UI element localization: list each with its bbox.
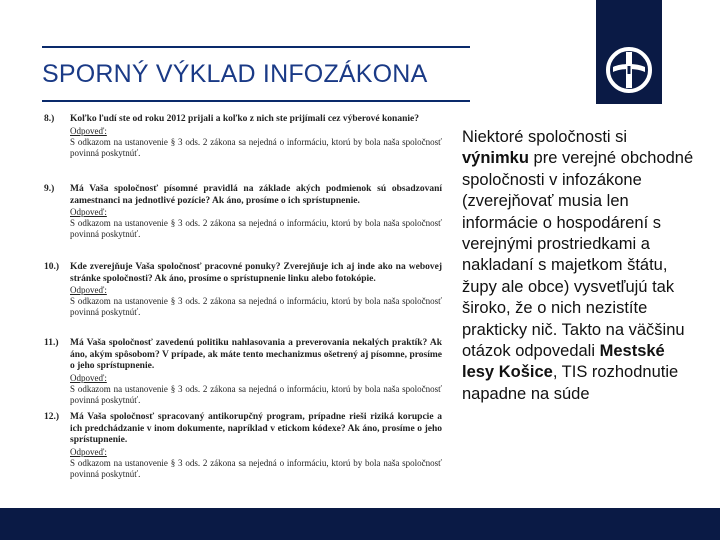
scanned-document <box>42 108 448 486</box>
side-text-bold-exception: výnimku <box>462 149 529 168</box>
title-rule-top <box>42 46 470 48</box>
side-text-part5: , TIS rozhodnutie napadne na súde <box>462 363 679 403</box>
answer-label: Odpoveď: <box>70 285 107 295</box>
answer-text: S odkazom na ustanovenie § 3 ods. 2 zákona sa nejedná o informáciu, ktorú by bola naša spoločnosť povinná poskytnúť. <box>70 296 442 317</box>
answer-text: S odkazom na ustanovenie § 3 ods. 2 zákona sa nejedná o informáciu, ktorú by bola naša spoločnosť povinná poskytnúť. <box>70 383 442 405</box>
footer-bar <box>0 508 720 540</box>
question-block-11 <box>42 338 442 406</box>
question-number: 10.) <box>44 262 60 272</box>
question-number: 12.) <box>44 412 60 422</box>
question-text: Má Vaša spoločnosť spracovaný antikorupčný program, prípadne rieši riziká korupcie a ich predchádzanie v inom dokumente, napríklad v etickom kódexe? Ak áno, prosíme o jeho sprístupnenie. <box>70 412 442 445</box>
answer-label: Odpoveď: <box>70 372 107 383</box>
question-number: 11.) <box>44 338 59 348</box>
question-text: Má Vaša spoločnosť zavedenú politiku nahlasovania a preverovania nekalých praktík? Ak áno, akým spôsobom? V prípade, ak máte tento mechanizmus ošetrený aj písomne, prosíme o jeho sprístupnenie. <box>70 338 442 371</box>
side-description <box>462 127 694 405</box>
question-block-10 <box>42 262 442 318</box>
side-text-part3: pre verejné obchodné spoločnosti v infozákone (zverejňovať musia len informácie o hospodárení s verejnými prostriedkami a nakladaní s majetkom štátu, župy ale obce) vysvetľujú tak široko, že o nich nezistíte prakticky nič. Takto na väčšinu otázok odpovedali <box>462 149 694 361</box>
side-text-part1: Niektoré spoločnosti si <box>462 128 628 146</box>
question-text: Koľko ľudí ste od roku 2012 prijali a koľko z nich ste prijímali cez výberové konanie? <box>70 114 419 124</box>
answer-label: Odpoveď: <box>70 446 107 457</box>
side-text-bold-company: Mestské lesy Košice <box>462 342 665 382</box>
answer-label: Odpoveď: <box>70 125 107 136</box>
question-text: Má Vaša spoločnosť písomné pravidlá na základe akých podmienok sú obsadzovaní zamestnanci na jednotlivé pozície? Ak áno, prosíme o ich sprístupnenie. <box>70 184 442 206</box>
answer-label: Odpoveď: <box>70 207 107 217</box>
answer-text: S odkazom na ustanovenie § 3 ods. 2 zákona sa nejedná o informáciu, ktorú by bola naša spoločnosť povinná poskytnúť. <box>70 457 442 479</box>
question-number: 8.) <box>44 114 55 124</box>
question-block-9 <box>42 184 442 240</box>
question-text: Kde zverejňuje Vaša spoločnosť pracovné ponuky? Zverejňuje ich aj inde ako na webovej stránke spoločnosti? Ak áno, prosíme o sprístupnenie linku alebo fotokópie. <box>70 262 442 284</box>
question-block-12 <box>42 412 442 480</box>
answer-text: S odkazom na ustanovenie § 3 ods. 2 zákona sa nejedná o informáciu, ktorú by bola naša spoločnosť povinná poskytnúť. <box>70 136 442 158</box>
slide-title: SPORNÝ VÝKLAD INFOZÁKONA <box>42 60 428 88</box>
question-number: 9.) <box>44 184 55 194</box>
logo-panel <box>596 0 662 104</box>
title-rule-bottom <box>42 100 470 102</box>
transparency-international-logo-icon <box>605 46 653 94</box>
question-block-8 <box>42 114 442 159</box>
answer-text: S odkazom na ustanovenie § 3 ods. 2 zákona sa nejedná o informáciu, ktorú by bola naša spoločnosť povinná poskytnúť. <box>70 218 442 239</box>
